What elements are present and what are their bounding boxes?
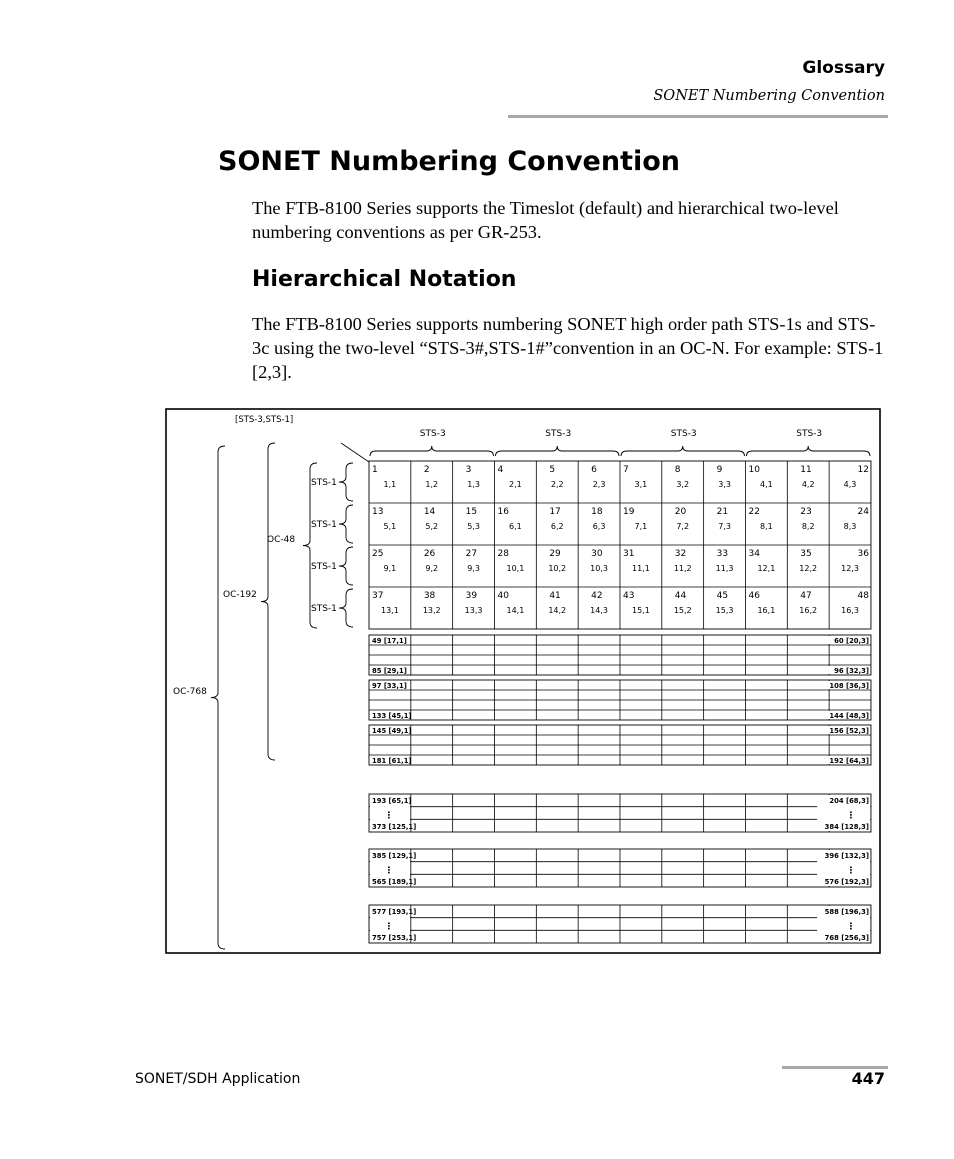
block-start-label: 85 [29,1] (372, 667, 407, 675)
notation-label: [STS-3,STS-1] (235, 415, 294, 425)
slot-number: 31 (622, 549, 635, 559)
slot-number: 25 (372, 549, 384, 559)
block-end-label: 144 [48,3] (829, 712, 869, 720)
vertical-ellipsis: ⋮ (384, 866, 394, 876)
block-end-label: 204 [68,3] (829, 797, 869, 805)
slot-number: 48 (857, 591, 869, 601)
slot-address: 9,3 (467, 564, 480, 573)
slot-address: 5,3 (467, 522, 480, 531)
block-start-label: 193 [65,1] (372, 797, 412, 805)
sts3-brace (621, 446, 744, 456)
oc768-label: OC-768 (173, 687, 207, 697)
slot-number: 18 (591, 507, 603, 517)
slot-address: 10,3 (590, 564, 608, 573)
slot-number: 33 (716, 549, 729, 559)
sts1-brace (339, 463, 353, 501)
sts3-label: STS-3 (545, 429, 572, 439)
slot-address: 15,3 (715, 606, 734, 615)
slot-number: 8 (674, 465, 681, 475)
oc768-brace (211, 446, 225, 949)
sts1-label: STS-1 (311, 478, 337, 488)
header-section-title: Glossary (802, 58, 885, 78)
slot-number: 1 (372, 465, 378, 475)
slot-address: 12,2 (799, 564, 818, 573)
slot-address: 13,3 (464, 606, 483, 615)
block-end-label: 108 [36,3] (829, 682, 869, 690)
oc192-brace (261, 443, 275, 760)
block-end-label: 588 [196,3] (824, 908, 869, 916)
slot-number: 7 (622, 465, 629, 475)
intro-paragraph: The FTB-8100 Series supports the Timeslot (default) and hierarchical two-level numbering conventions as per GR-253. (252, 198, 839, 242)
slot-address: 16,2 (799, 606, 818, 615)
slot-address: 5,2 (425, 522, 439, 531)
slot-address: 2,1 (509, 480, 522, 489)
slot-address: 10,2 (548, 564, 567, 573)
block-end-label: 396 [132,3] (824, 852, 869, 860)
slot-address: 4,3 (843, 480, 857, 489)
slot-address: 7,3 (718, 522, 731, 531)
sts3-brace (495, 446, 618, 456)
subheading: Hierarchical Notation (252, 267, 517, 292)
page-title: SONET Numbering Convention (218, 146, 681, 177)
slot-number: 2 (423, 465, 430, 475)
slot-number: 5 (549, 465, 556, 475)
slot-address: 3,1 (634, 480, 648, 489)
sts3-label: STS-3 (670, 429, 697, 439)
slot-address: 14,2 (548, 606, 567, 615)
slot-address: 6,2 (550, 522, 564, 531)
slot-number: 30 (591, 549, 603, 559)
sts1-label: STS-1 (311, 604, 337, 614)
slot-address: 14,3 (590, 606, 608, 615)
block-start-label: 757 [253,1] (372, 934, 417, 942)
block-start-label: 385 [129,1] (372, 852, 417, 860)
slot-address: 1,1 (383, 480, 397, 489)
slot-address: 1,3 (467, 480, 480, 489)
slot-number: 14 (423, 507, 436, 517)
sts1-label: STS-1 (311, 520, 337, 530)
sts1-brace (339, 505, 353, 543)
slot-number: 47 (800, 591, 812, 601)
slot-address: 10,1 (506, 564, 525, 573)
slot-address: 12,3 (841, 564, 859, 573)
slot-number: 44 (674, 591, 687, 601)
block-start-label: 145 [49,1] (372, 727, 412, 735)
sts3-brace (370, 446, 493, 456)
vertical-ellipsis: ⋮ (846, 811, 856, 821)
header-rule (508, 115, 888, 118)
block-end-label: 768 [256,3] (824, 934, 869, 942)
slot-number: 11 (800, 465, 812, 475)
block-end-label: 60 [20,3] (834, 637, 869, 645)
slot-address: 11,3 (715, 564, 734, 573)
vertical-ellipsis: ⋮ (384, 922, 394, 932)
slot-address: 2,2 (550, 480, 564, 489)
slot-number: 10 (748, 465, 760, 475)
slot-number: 39 (465, 591, 478, 601)
slot-number: 13 (372, 507, 384, 517)
slot-address: 2,3 (592, 480, 606, 489)
slot-number: 15 (465, 507, 478, 517)
slot-number: 21 (716, 507, 729, 517)
slot-number: 38 (423, 591, 436, 601)
slot-address: 4,2 (801, 480, 815, 489)
block-end-label: 384 [128,3] (824, 823, 869, 831)
slot-number: 40 (497, 591, 509, 601)
slot-address: 3,3 (718, 480, 731, 489)
slot-address: 12,1 (757, 564, 776, 573)
slot-number: 37 (372, 591, 384, 601)
sts3-label: STS-3 (419, 429, 446, 439)
slot-number: 28 (497, 549, 509, 559)
slot-number: 23 (800, 507, 812, 517)
slot-address: 3,2 (676, 480, 690, 489)
block-end-label: 192 [64,3] (829, 757, 869, 765)
slot-number: 27 (465, 549, 478, 559)
slot-address: 7,1 (634, 522, 648, 531)
footer-section-name: SONET/SDH Application (135, 1071, 301, 1087)
slot-address: 5,1 (383, 522, 397, 531)
slot-number: 34 (748, 549, 760, 559)
block-end-label: 576 [192,3] (824, 878, 869, 886)
slot-address: 15,1 (631, 606, 650, 615)
slot-address: 16,3 (841, 606, 859, 615)
slot-address: 13,1 (381, 606, 399, 615)
slot-address: 1,2 (425, 480, 439, 489)
slot-number: 24 (857, 507, 869, 517)
slot-address: 6,1 (509, 522, 522, 531)
page-number: 447 (851, 1069, 885, 1088)
sonet-numbering-figure (165, 408, 881, 954)
slot-number: 46 (748, 591, 760, 601)
figure-frame (166, 409, 880, 953)
slot-address: 8,1 (760, 522, 773, 531)
vertical-ellipsis: ⋮ (846, 922, 856, 932)
slot-address: 4,1 (760, 480, 773, 489)
slot-number: 36 (857, 549, 869, 559)
slot-address: 6,3 (592, 522, 606, 531)
oc48-label: OC-48 (267, 535, 296, 545)
slot-number: 41 (549, 591, 561, 601)
slot-number: 42 (591, 591, 603, 601)
slot-number: 26 (423, 549, 436, 559)
block-start-label: 373 [125,1] (372, 823, 417, 831)
slot-number: 29 (549, 549, 561, 559)
sts3-brace (746, 446, 869, 456)
slot-number: 43 (622, 591, 635, 601)
block-end-label: 156 [52,3] (829, 727, 869, 735)
slot-address: 11,2 (673, 564, 692, 573)
body-paragraph: The FTB-8100 Series supports numbering SONET high order path STS-1s and STS-3c using the two-level “STS-3#,STS-1#”convention in an OC-N. For example: STS-1 [2,3]. (252, 314, 884, 382)
slot-number: 20 (674, 507, 687, 517)
slot-address: 15,2 (673, 606, 692, 615)
slot-address: 9,1 (383, 564, 397, 573)
slot-number: 32 (674, 549, 687, 559)
block-start-label: 97 [33,1] (372, 682, 407, 690)
slot-number: 22 (748, 507, 760, 517)
slot-address: 14,1 (506, 606, 525, 615)
slot-address: 13,2 (422, 606, 441, 615)
block-start-label: 577 [193,1] (372, 908, 417, 916)
slot-number: 6 (591, 465, 597, 475)
vertical-ellipsis: ⋮ (846, 866, 856, 876)
block-start-label: 49 [17,1] (372, 637, 407, 645)
slot-address: 8,2 (801, 522, 815, 531)
slot-number: 3 (465, 465, 472, 475)
sts1-label: STS-1 (311, 562, 337, 572)
vertical-ellipsis: ⋮ (384, 811, 394, 821)
slot-address: 7,2 (676, 522, 690, 531)
block-start-label: 565 [189,1] (372, 878, 417, 886)
block-start-label: 181 [61,1] (372, 757, 412, 765)
slot-address: 11,1 (631, 564, 650, 573)
slot-number: 4 (497, 465, 504, 475)
sts1-brace (339, 589, 353, 627)
header-subsection-title: SONET Numbering Convention (653, 88, 885, 104)
block-end-label: 96 [32,3] (834, 667, 869, 675)
sts3-label: STS-3 (796, 429, 823, 439)
slot-address: 16,1 (757, 606, 776, 615)
slot-address: 8,3 (843, 522, 857, 531)
slot-number: 9 (716, 465, 723, 475)
slot-number: 17 (549, 507, 561, 517)
oc192-label: OC-192 (223, 590, 257, 600)
slot-number: 19 (622, 507, 635, 517)
slot-number: 45 (716, 591, 729, 601)
slot-address: 9,2 (425, 564, 439, 573)
block-start-label: 133 [45,1] (372, 712, 412, 720)
slot-number: 16 (497, 507, 509, 517)
slot-number: 12 (857, 465, 869, 475)
sts1-brace (339, 547, 353, 585)
pointer-line (341, 443, 369, 462)
slot-number: 35 (800, 549, 812, 559)
